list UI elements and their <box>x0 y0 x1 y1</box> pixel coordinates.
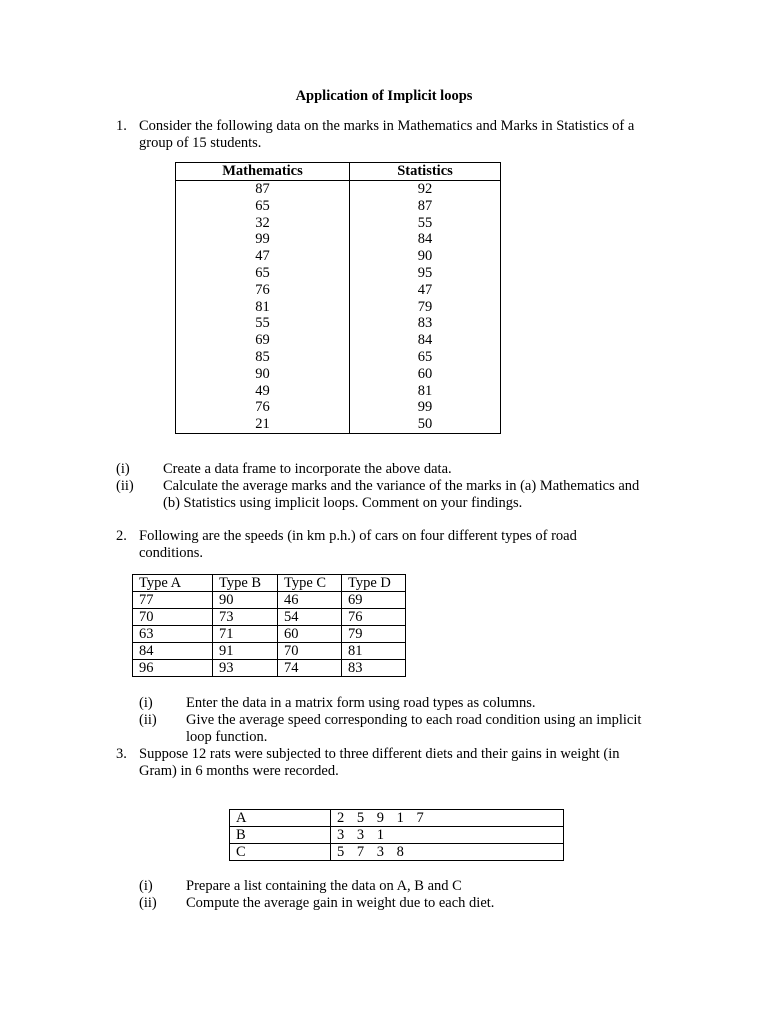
subitem-label: (ii) <box>139 712 157 728</box>
speed-cell: 69 <box>342 592 406 609</box>
speed-cell: 60 <box>278 626 342 643</box>
statistics-cell: 50 <box>417 416 433 433</box>
subitem-text: Compute the average gain in weight due to each diet. <box>186 895 495 911</box>
question-number: 3. <box>116 746 127 762</box>
question-number: 2. <box>116 528 127 544</box>
statistics-cell: 47 <box>417 281 433 298</box>
statistics-cell: 81 <box>417 382 433 399</box>
speed-cell: 73 <box>213 609 278 626</box>
mathematics-cell: 87 <box>176 181 350 198</box>
table-row <box>176 198 501 215</box>
statistics-cell: 87 <box>417 197 433 214</box>
question-text-line: conditions. <box>139 545 204 561</box>
subitem-label: (i) <box>139 878 153 894</box>
speed-cell: 90 <box>213 592 278 609</box>
table-row <box>176 349 501 366</box>
speed-cell: 70 <box>133 609 213 626</box>
mathematics-cell: 90 <box>176 366 350 383</box>
mathematics-cell: 76 <box>176 282 350 299</box>
statistics-cell: 84 <box>417 332 433 349</box>
speed-cell: 54 <box>278 609 342 626</box>
statistics-cell: 84 <box>417 231 433 248</box>
weight-gains-cell: 3 3 1 <box>331 827 564 844</box>
diet-label-cell: B <box>230 827 331 844</box>
column-header-mathematics: Mathematics <box>176 163 350 181</box>
mathematics-cell: 65 <box>176 265 350 282</box>
subitem-label: (ii) <box>139 895 157 911</box>
mathematics-cell: 55 <box>176 315 350 332</box>
table-row <box>230 844 564 861</box>
speed-cell: 79 <box>342 626 406 643</box>
mathematics-cell: 69 <box>176 332 350 349</box>
question-text-line: Suppose 12 rats were subjected to three different diets and their gains in weight (in <box>139 746 620 762</box>
question-text-line: Following are the speeds (in km p.h.) of cars on four different types of road <box>139 528 577 544</box>
speed-cell: 81 <box>342 643 406 660</box>
table-row <box>176 265 501 282</box>
mathematics-cell: 21 <box>176 416 350 433</box>
statistics-cell: 90 <box>417 248 433 265</box>
table-row <box>133 609 406 626</box>
column-header-statistics: Statistics <box>350 163 501 181</box>
table-row <box>133 592 406 609</box>
column-header-type-b: Type B <box>213 575 278 592</box>
speed-cell: 70 <box>278 643 342 660</box>
statistics-cell: 65 <box>417 348 433 365</box>
subitem-text: loop function. <box>186 729 268 745</box>
table-row <box>176 315 501 332</box>
mathematics-cell: 81 <box>176 299 350 316</box>
subitem-text: Calculate the average marks and the variance of the marks in (a) Mathematics and <box>163 478 640 494</box>
speed-cell: 46 <box>278 592 342 609</box>
speed-cell: 96 <box>133 660 213 677</box>
table-header-row <box>176 163 501 181</box>
table-row <box>230 810 564 827</box>
table-row <box>133 626 406 643</box>
subitem-text: Create a data frame to incorporate the above data. <box>163 461 452 477</box>
subitem-text: Prepare a list containing the data on A, B and C <box>186 878 462 894</box>
subitem-text: Enter the data in a matrix form using road types as columns. <box>186 695 536 711</box>
marks-table <box>175 162 501 434</box>
table-row <box>176 282 501 299</box>
table-row <box>176 181 501 198</box>
mathematics-cell: 85 <box>176 349 350 366</box>
table-row <box>176 248 501 265</box>
statistics-cell: 95 <box>417 264 433 281</box>
table-row <box>176 231 501 248</box>
mathematics-cell: 99 <box>176 231 350 248</box>
table-row <box>176 383 501 400</box>
table-row <box>176 399 501 416</box>
page-title: Application of Implicit loops <box>295 88 473 104</box>
diet-label-cell: A <box>230 810 331 827</box>
speed-cell: 91 <box>213 643 278 660</box>
table-row <box>176 332 501 349</box>
question-text-line: Consider the following data on the marks in Mathematics and Marks in Statistics of a <box>139 118 635 134</box>
speeds-table <box>132 574 406 677</box>
column-header-type-d: Type D <box>342 575 406 592</box>
subitem-label: (ii) <box>116 478 134 494</box>
weight-gains-cell: 2 5 9 1 7 <box>331 810 564 827</box>
column-header-type-c: Type C <box>278 575 342 592</box>
speed-cell: 76 <box>342 609 406 626</box>
speed-cell: 84 <box>133 643 213 660</box>
diet-weights-table <box>229 809 564 861</box>
speed-cell: 83 <box>342 660 406 677</box>
speed-cell: 71 <box>213 626 278 643</box>
weight-gains-cell: 5 7 3 8 <box>331 844 564 861</box>
statistics-cell: 55 <box>417 214 433 231</box>
mathematics-cell: 47 <box>176 248 350 265</box>
mathematics-cell: 65 <box>176 198 350 215</box>
table-header-row <box>133 575 406 592</box>
table-row <box>176 366 501 383</box>
table-row <box>133 660 406 677</box>
statistics-cell: 83 <box>417 315 433 332</box>
subitem-text: Give the average speed corresponding to each road condition using an implicit <box>186 712 642 728</box>
subitem-text: (b) Statistics using implicit loops. Comment on your findings. <box>163 495 523 511</box>
speed-cell: 63 <box>133 626 213 643</box>
subitem-label: (i) <box>139 695 153 711</box>
table-row <box>133 643 406 660</box>
speed-cell: 93 <box>213 660 278 677</box>
statistics-cell: 79 <box>417 298 433 315</box>
mathematics-cell: 76 <box>176 399 350 416</box>
mathematics-cell: 49 <box>176 383 350 400</box>
table-row <box>176 215 501 232</box>
diet-label-cell: C <box>230 844 331 861</box>
statistics-cell: 92 <box>417 181 433 197</box>
subitem-label: (i) <box>116 461 130 477</box>
question-number: 1. <box>116 118 127 134</box>
statistics-cell: 99 <box>417 399 433 416</box>
table-row <box>176 416 501 433</box>
column-header-type-a: Type A <box>133 575 213 592</box>
table-row <box>176 299 501 316</box>
table-row <box>230 827 564 844</box>
speed-cell: 77 <box>133 592 213 609</box>
statistics-cell: 60 <box>417 365 433 382</box>
mathematics-cell: 32 <box>176 215 350 232</box>
question-text-line: Gram) in 6 months were recorded. <box>139 763 339 779</box>
speed-cell: 74 <box>278 660 342 677</box>
question-text-line: group of 15 students. <box>139 135 262 151</box>
